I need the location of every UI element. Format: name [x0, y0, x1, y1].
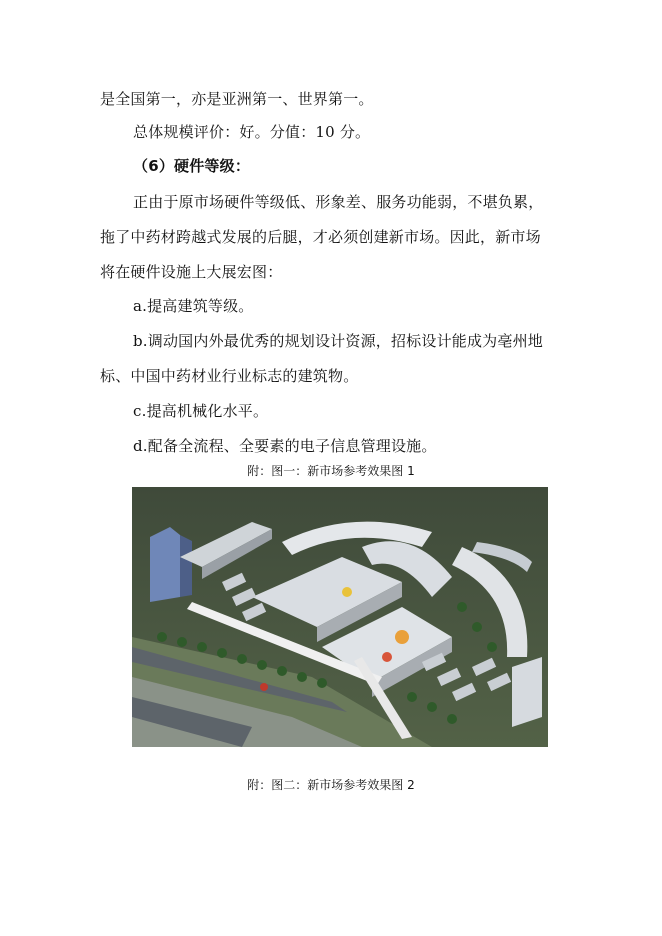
aerial-market-rendering-icon: [132, 487, 548, 747]
market-rendering-image: [132, 487, 548, 747]
list-item-a: a.提高建筑等级。: [133, 297, 254, 315]
text-line-4: 正由于原市场硬件等级低、形象差、服务功能弱，不堪负累，: [133, 193, 544, 211]
text-line-6: 将在硬件设施上大展宏图：: [100, 263, 283, 281]
figure-caption-2: 附：图二：新市场参考效果图 2: [247, 778, 415, 792]
list-item-b-cont: 标、中国中药材业行业标志的建筑物。: [100, 367, 359, 385]
text-line-2: 总体规模评价：好。分值：10 分。: [133, 123, 371, 141]
figure-caption-1: 附：图一：新市场参考效果图 1: [247, 464, 415, 478]
section-heading: （6）硬件等级：: [133, 157, 251, 175]
list-item-c: c.提高机械化水平。: [133, 402, 269, 420]
text-line-1: 是全国第一，亦是亚洲第一、世界第一。: [100, 90, 374, 108]
text-line-5: 拖了中药材跨越式发展的后腿，才必须创建新市场。因此，新市场: [100, 228, 541, 246]
list-item-d: d.配备全流程、全要素的电子信息管理设施。: [133, 437, 437, 455]
list-item-b: b.调动国内外最优秀的规划设计资源，招标设计能成为亳州地: [133, 332, 543, 350]
